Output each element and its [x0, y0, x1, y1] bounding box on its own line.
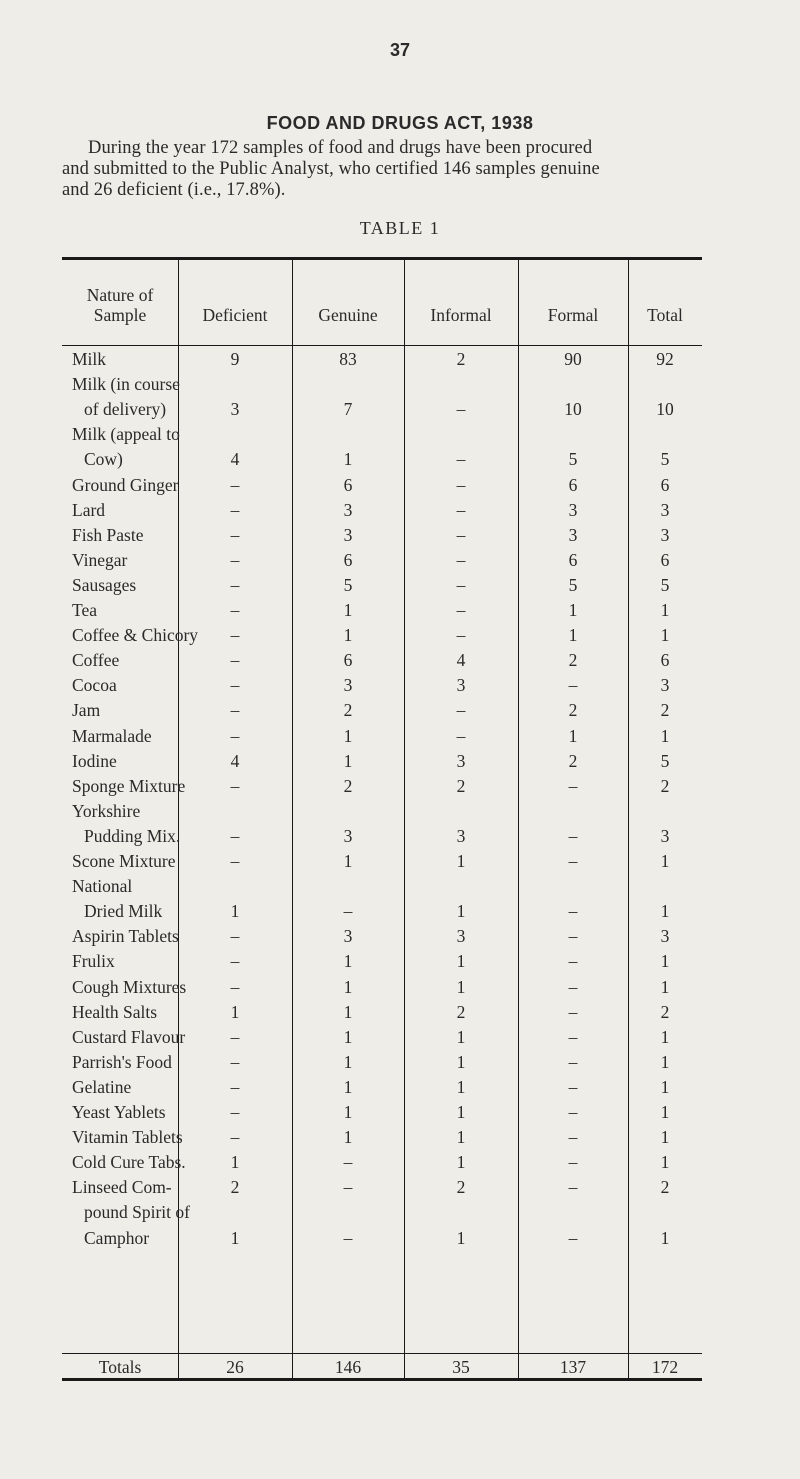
- intro-line-1: During the year 172 samples of food and drugs have been procured: [88, 138, 593, 158]
- informal-cell: 1: [456, 1102, 466, 1122]
- formal-cell: –: [568, 1051, 578, 1072]
- document-heading: FOOD AND DRUGS ACT, 1938: [266, 113, 534, 133]
- total-cell: 6: [660, 650, 670, 671]
- genuine-cell: 1: [343, 1026, 353, 1047]
- informal-cell: 1: [456, 1127, 466, 1148]
- formal-cell: 3: [568, 524, 578, 545]
- samples-table: [62, 257, 772, 1479]
- totals-label: Totals: [98, 1357, 142, 1377]
- table-row: [62, 599, 772, 621]
- table-row: [62, 398, 772, 420]
- total-cell: 1: [660, 951, 670, 972]
- formal-cell: –: [568, 775, 578, 796]
- informal-cell: –: [456, 700, 466, 721]
- sample-name: Aspirin Tablets: [72, 926, 179, 947]
- header-genuine: Genuine: [318, 305, 378, 325]
- informal-cell: –: [456, 574, 466, 595]
- sample-name: Coffee & Chicory: [72, 625, 199, 646]
- informal-cell: 1: [456, 901, 466, 922]
- sample-name: Gelatine: [72, 1076, 132, 1097]
- total-cell: 1: [660, 1051, 670, 1072]
- sample-name: Yeast Yablets: [72, 1102, 166, 1122]
- informal-cell: 1: [456, 851, 466, 871]
- formal-cell: –: [568, 1152, 578, 1173]
- deficient-cell: 1: [230, 1001, 240, 1022]
- total-cell: 3: [660, 675, 670, 696]
- formal-cell: 5: [568, 449, 578, 470]
- sample-name: Linseed Com-: [72, 1177, 172, 1198]
- table-bottom-rule: [62, 1378, 702, 1381]
- genuine-cell: 3: [343, 499, 353, 520]
- table-row: [62, 574, 772, 596]
- table-row: [62, 1076, 772, 1098]
- informal-cell: –: [456, 725, 466, 746]
- formal-cell: –: [568, 675, 578, 696]
- deficient-cell: –: [230, 700, 240, 721]
- total-cell: 5: [660, 574, 670, 595]
- deficient-cell: 4: [230, 750, 240, 771]
- table-row: [62, 474, 772, 496]
- formal-cell: 5: [568, 574, 578, 595]
- table-row: [62, 423, 772, 445]
- sample-name: Custard Flavour: [72, 1026, 186, 1047]
- formal-cell: –: [568, 926, 578, 947]
- table-row: [62, 1026, 772, 1048]
- deficient-cell: –: [230, 474, 240, 495]
- formal-cell: –: [568, 951, 578, 972]
- deficient-cell: –: [230, 574, 240, 595]
- informal-cell: 2: [456, 1177, 466, 1198]
- intro-paragraph: [62, 138, 782, 201]
- table-row: [62, 649, 772, 671]
- total-cell: 1: [660, 1227, 670, 1248]
- total-cell: 3: [660, 524, 670, 545]
- totals-genuine: 146: [334, 1357, 362, 1377]
- totals-informal: 35: [452, 1357, 470, 1377]
- sample-name: Cold Cure Tabs.: [72, 1152, 186, 1173]
- total-cell: 1: [660, 901, 670, 922]
- genuine-cell: 1: [343, 750, 353, 771]
- genuine-cell: 1: [343, 1127, 353, 1148]
- informal-cell: 1: [456, 1227, 466, 1248]
- table-row: [62, 624, 772, 646]
- total-cell: 1: [660, 725, 670, 746]
- sample-name: Frulix: [72, 951, 115, 972]
- totals-deficient: 26: [226, 1357, 244, 1377]
- totals-total: 172: [651, 1357, 679, 1377]
- total-cell: 6: [660, 474, 670, 495]
- sample-name: Dried Milk: [84, 901, 163, 922]
- header-nature-line-2: Sample: [93, 305, 147, 325]
- deficient-cell: –: [230, 725, 240, 746]
- header-informal: Informal: [430, 305, 492, 325]
- header-total: Total: [647, 305, 683, 325]
- sample-name: Vitamin Tablets: [72, 1127, 183, 1148]
- table-row: [62, 976, 772, 998]
- genuine-cell: –: [343, 1177, 353, 1198]
- total-cell: 2: [660, 1001, 670, 1022]
- genuine-cell: –: [343, 1227, 353, 1248]
- total-cell: 3: [660, 825, 670, 846]
- formal-cell: –: [568, 825, 578, 846]
- formal-cell: 90: [564, 349, 582, 369]
- table-row: [62, 499, 772, 521]
- sample-name: Cocoa: [72, 675, 117, 696]
- formal-cell: 2: [568, 650, 578, 671]
- sample-name: Vinegar: [72, 549, 128, 570]
- table-row: [62, 524, 772, 546]
- table-row: [62, 1176, 772, 1198]
- formal-cell: –: [568, 976, 578, 997]
- table-row: [62, 1001, 772, 1023]
- sample-name: Parrish's Food: [72, 1051, 172, 1072]
- table-row: [62, 800, 772, 822]
- table-row: [62, 448, 772, 470]
- genuine-cell: 3: [343, 926, 353, 947]
- formal-cell: 10: [564, 399, 582, 420]
- formal-cell: –: [568, 851, 578, 871]
- informal-cell: 2: [456, 1001, 466, 1022]
- sample-name: Cow): [84, 449, 123, 470]
- header-nature-of-sample: [62, 285, 178, 325]
- table-row: [62, 925, 772, 947]
- table-caption: TABLE 1: [359, 218, 441, 238]
- deficient-cell: 1: [230, 1152, 240, 1173]
- informal-cell: 3: [456, 675, 466, 696]
- deficient-cell: –: [230, 775, 240, 796]
- genuine-cell: 1: [343, 1102, 353, 1122]
- sample-name: Lard: [72, 499, 106, 520]
- formal-cell: –: [568, 1127, 578, 1148]
- genuine-cell: 1: [343, 725, 353, 746]
- informal-cell: 4: [456, 650, 466, 671]
- header-deficient: Deficient: [202, 305, 268, 325]
- sample-name: Milk (in course: [72, 374, 180, 395]
- informal-cell: 3: [456, 750, 466, 771]
- total-cell: 3: [660, 926, 670, 947]
- table-row: [62, 875, 772, 897]
- sample-name: Camphor: [84, 1227, 150, 1248]
- formal-cell: –: [568, 1001, 578, 1022]
- genuine-cell: 2: [343, 700, 353, 721]
- sample-name: Fish Paste: [72, 524, 144, 545]
- sample-name: Milk: [72, 349, 107, 369]
- informal-cell: –: [456, 399, 466, 420]
- formal-cell: –: [568, 1102, 578, 1122]
- deficient-cell: –: [230, 499, 240, 520]
- header-bottom-rule: [62, 345, 702, 346]
- total-cell: 5: [660, 449, 670, 470]
- genuine-cell: –: [343, 901, 353, 922]
- total-cell: 2: [660, 775, 670, 796]
- formal-cell: 1: [568, 625, 578, 646]
- deficient-cell: 2: [230, 1177, 240, 1198]
- table-row: [62, 1101, 772, 1123]
- table-row: [62, 725, 772, 747]
- genuine-cell: 6: [343, 549, 353, 570]
- informal-cell: 1: [456, 976, 466, 997]
- intro-line-3: and 26 deficient (i.e., 17.8%).: [62, 180, 286, 200]
- informal-cell: –: [456, 449, 466, 470]
- deficient-cell: –: [230, 976, 240, 997]
- total-cell: 92: [656, 349, 674, 369]
- table-row: [62, 900, 772, 922]
- table-row: [62, 1126, 772, 1148]
- sample-name: of delivery): [84, 399, 167, 420]
- genuine-cell: 1: [343, 600, 353, 620]
- deficient-cell: 9: [230, 349, 240, 369]
- header-nature-line-1: Nature of: [86, 285, 154, 305]
- informal-cell: 1: [456, 1026, 466, 1047]
- sample-name: pound Spirit of: [84, 1202, 190, 1223]
- deficient-cell: 4: [230, 449, 240, 470]
- total-cell: 2: [660, 1177, 670, 1198]
- total-cell: 1: [660, 1152, 670, 1173]
- genuine-cell: 1: [343, 976, 353, 997]
- deficient-cell: –: [230, 524, 240, 545]
- deficient-cell: 1: [230, 1227, 240, 1248]
- deficient-cell: –: [230, 1076, 240, 1097]
- totals-formal: 137: [559, 1357, 587, 1377]
- genuine-cell: 3: [343, 825, 353, 846]
- genuine-cell: 7: [343, 399, 353, 420]
- table-row: [62, 699, 772, 721]
- total-cell: 1: [660, 1026, 670, 1047]
- formal-cell: –: [568, 1177, 578, 1198]
- table-row: [62, 825, 772, 847]
- sample-name: Jam: [72, 700, 101, 721]
- informal-cell: –: [456, 625, 466, 646]
- sample-name: Marmalade: [72, 725, 152, 746]
- deficient-cell: –: [230, 600, 240, 620]
- sample-name: Milk (appeal to: [72, 424, 180, 445]
- total-cell: 1: [660, 1102, 670, 1122]
- table-row: [62, 950, 772, 972]
- table-row: [62, 1151, 772, 1173]
- formal-cell: –: [568, 1227, 578, 1248]
- totals-top-rule: [62, 1353, 702, 1354]
- genuine-cell: 1: [343, 1076, 353, 1097]
- page-number: 37: [389, 40, 411, 60]
- table-row: [62, 1051, 772, 1073]
- deficient-cell: –: [230, 851, 240, 871]
- genuine-cell: 1: [343, 625, 353, 646]
- genuine-cell: 1: [343, 449, 353, 470]
- deficient-cell: –: [230, 675, 240, 696]
- sample-name: Ground Ginger: [72, 474, 179, 495]
- total-cell: 1: [660, 1127, 670, 1148]
- total-cell: 3: [660, 499, 670, 520]
- total-cell: 6: [660, 549, 670, 570]
- sample-name: Sponge Mixture: [72, 775, 186, 796]
- deficient-cell: 1: [230, 901, 240, 922]
- header-formal: Formal: [547, 305, 599, 325]
- genuine-cell: 2: [343, 775, 353, 796]
- total-cell: 1: [660, 976, 670, 997]
- deficient-cell: –: [230, 1051, 240, 1072]
- genuine-cell: 1: [343, 851, 353, 871]
- genuine-cell: 1: [343, 1051, 353, 1072]
- sample-name: Sausages: [72, 574, 137, 595]
- formal-cell: 2: [568, 750, 578, 771]
- sample-name: Coffee: [72, 650, 120, 671]
- table-row: [62, 373, 772, 395]
- genuine-cell: 6: [343, 474, 353, 495]
- genuine-cell: 3: [343, 675, 353, 696]
- total-cell: 1: [660, 1076, 670, 1097]
- genuine-cell: 3: [343, 524, 353, 545]
- informal-cell: –: [456, 524, 466, 545]
- sample-name: Iodine: [72, 750, 117, 771]
- informal-cell: 2: [456, 349, 466, 369]
- intro-line-2: and submitted to the Public Analyst, who certified 146 samples genuine: [62, 159, 600, 179]
- table-row: [62, 1227, 772, 1249]
- formal-cell: –: [568, 1026, 578, 1047]
- genuine-cell: –: [343, 1152, 353, 1173]
- deficient-cell: –: [230, 1102, 240, 1122]
- formal-cell: 6: [568, 474, 578, 495]
- informal-cell: 1: [456, 1152, 466, 1173]
- sample-name: Scone Mixture: [72, 851, 176, 871]
- sample-name: Yorkshire: [72, 800, 141, 821]
- deficient-cell: –: [230, 951, 240, 972]
- formal-cell: –: [568, 901, 578, 922]
- table-row: [62, 1201, 772, 1223]
- informal-cell: –: [456, 549, 466, 570]
- genuine-cell: 1: [343, 1001, 353, 1022]
- deficient-cell: –: [230, 926, 240, 947]
- sample-name: Health Salts: [72, 1001, 158, 1022]
- deficient-cell: –: [230, 825, 240, 846]
- table-row: [62, 850, 772, 872]
- informal-cell: 3: [456, 926, 466, 947]
- deficient-cell: –: [230, 1026, 240, 1047]
- informal-cell: –: [456, 474, 466, 495]
- formal-cell: 6: [568, 549, 578, 570]
- table-row: [62, 549, 772, 571]
- table-row: [62, 775, 772, 797]
- genuine-cell: 6: [343, 650, 353, 671]
- informal-cell: 2: [456, 775, 466, 796]
- formal-cell: 2: [568, 700, 578, 721]
- genuine-cell: 1: [343, 951, 353, 972]
- total-cell: 1: [660, 625, 670, 646]
- table-row: [62, 348, 772, 370]
- sample-name: Tea: [72, 600, 98, 620]
- informal-cell: 3: [456, 825, 466, 846]
- genuine-cell: 5: [343, 574, 353, 595]
- sample-name: Cough Mixtures: [72, 976, 187, 997]
- formal-cell: 3: [568, 499, 578, 520]
- informal-cell: –: [456, 600, 466, 620]
- total-cell: 10: [656, 399, 674, 420]
- table-row: [62, 674, 772, 696]
- total-cell: 1: [660, 600, 670, 620]
- sample-name: National: [72, 876, 133, 897]
- deficient-cell: –: [230, 625, 240, 646]
- informal-cell: 1: [456, 951, 466, 972]
- deficient-cell: –: [230, 650, 240, 671]
- informal-cell: –: [456, 499, 466, 520]
- total-cell: 1: [660, 851, 670, 871]
- table-row: [62, 750, 772, 772]
- total-cell: 5: [660, 750, 670, 771]
- genuine-cell: 83: [339, 349, 357, 369]
- total-cell: 2: [660, 700, 670, 721]
- formal-cell: –: [568, 1076, 578, 1097]
- formal-cell: 1: [568, 725, 578, 746]
- formal-cell: 1: [568, 600, 578, 620]
- totals-row: [62, 1356, 772, 1378]
- deficient-cell: –: [230, 1127, 240, 1148]
- informal-cell: 1: [456, 1051, 466, 1072]
- deficient-cell: 3: [230, 399, 240, 420]
- table-top-rule: [62, 257, 702, 260]
- deficient-cell: –: [230, 549, 240, 570]
- sample-name: Pudding Mix.: [84, 825, 181, 846]
- informal-cell: 1: [456, 1076, 466, 1097]
